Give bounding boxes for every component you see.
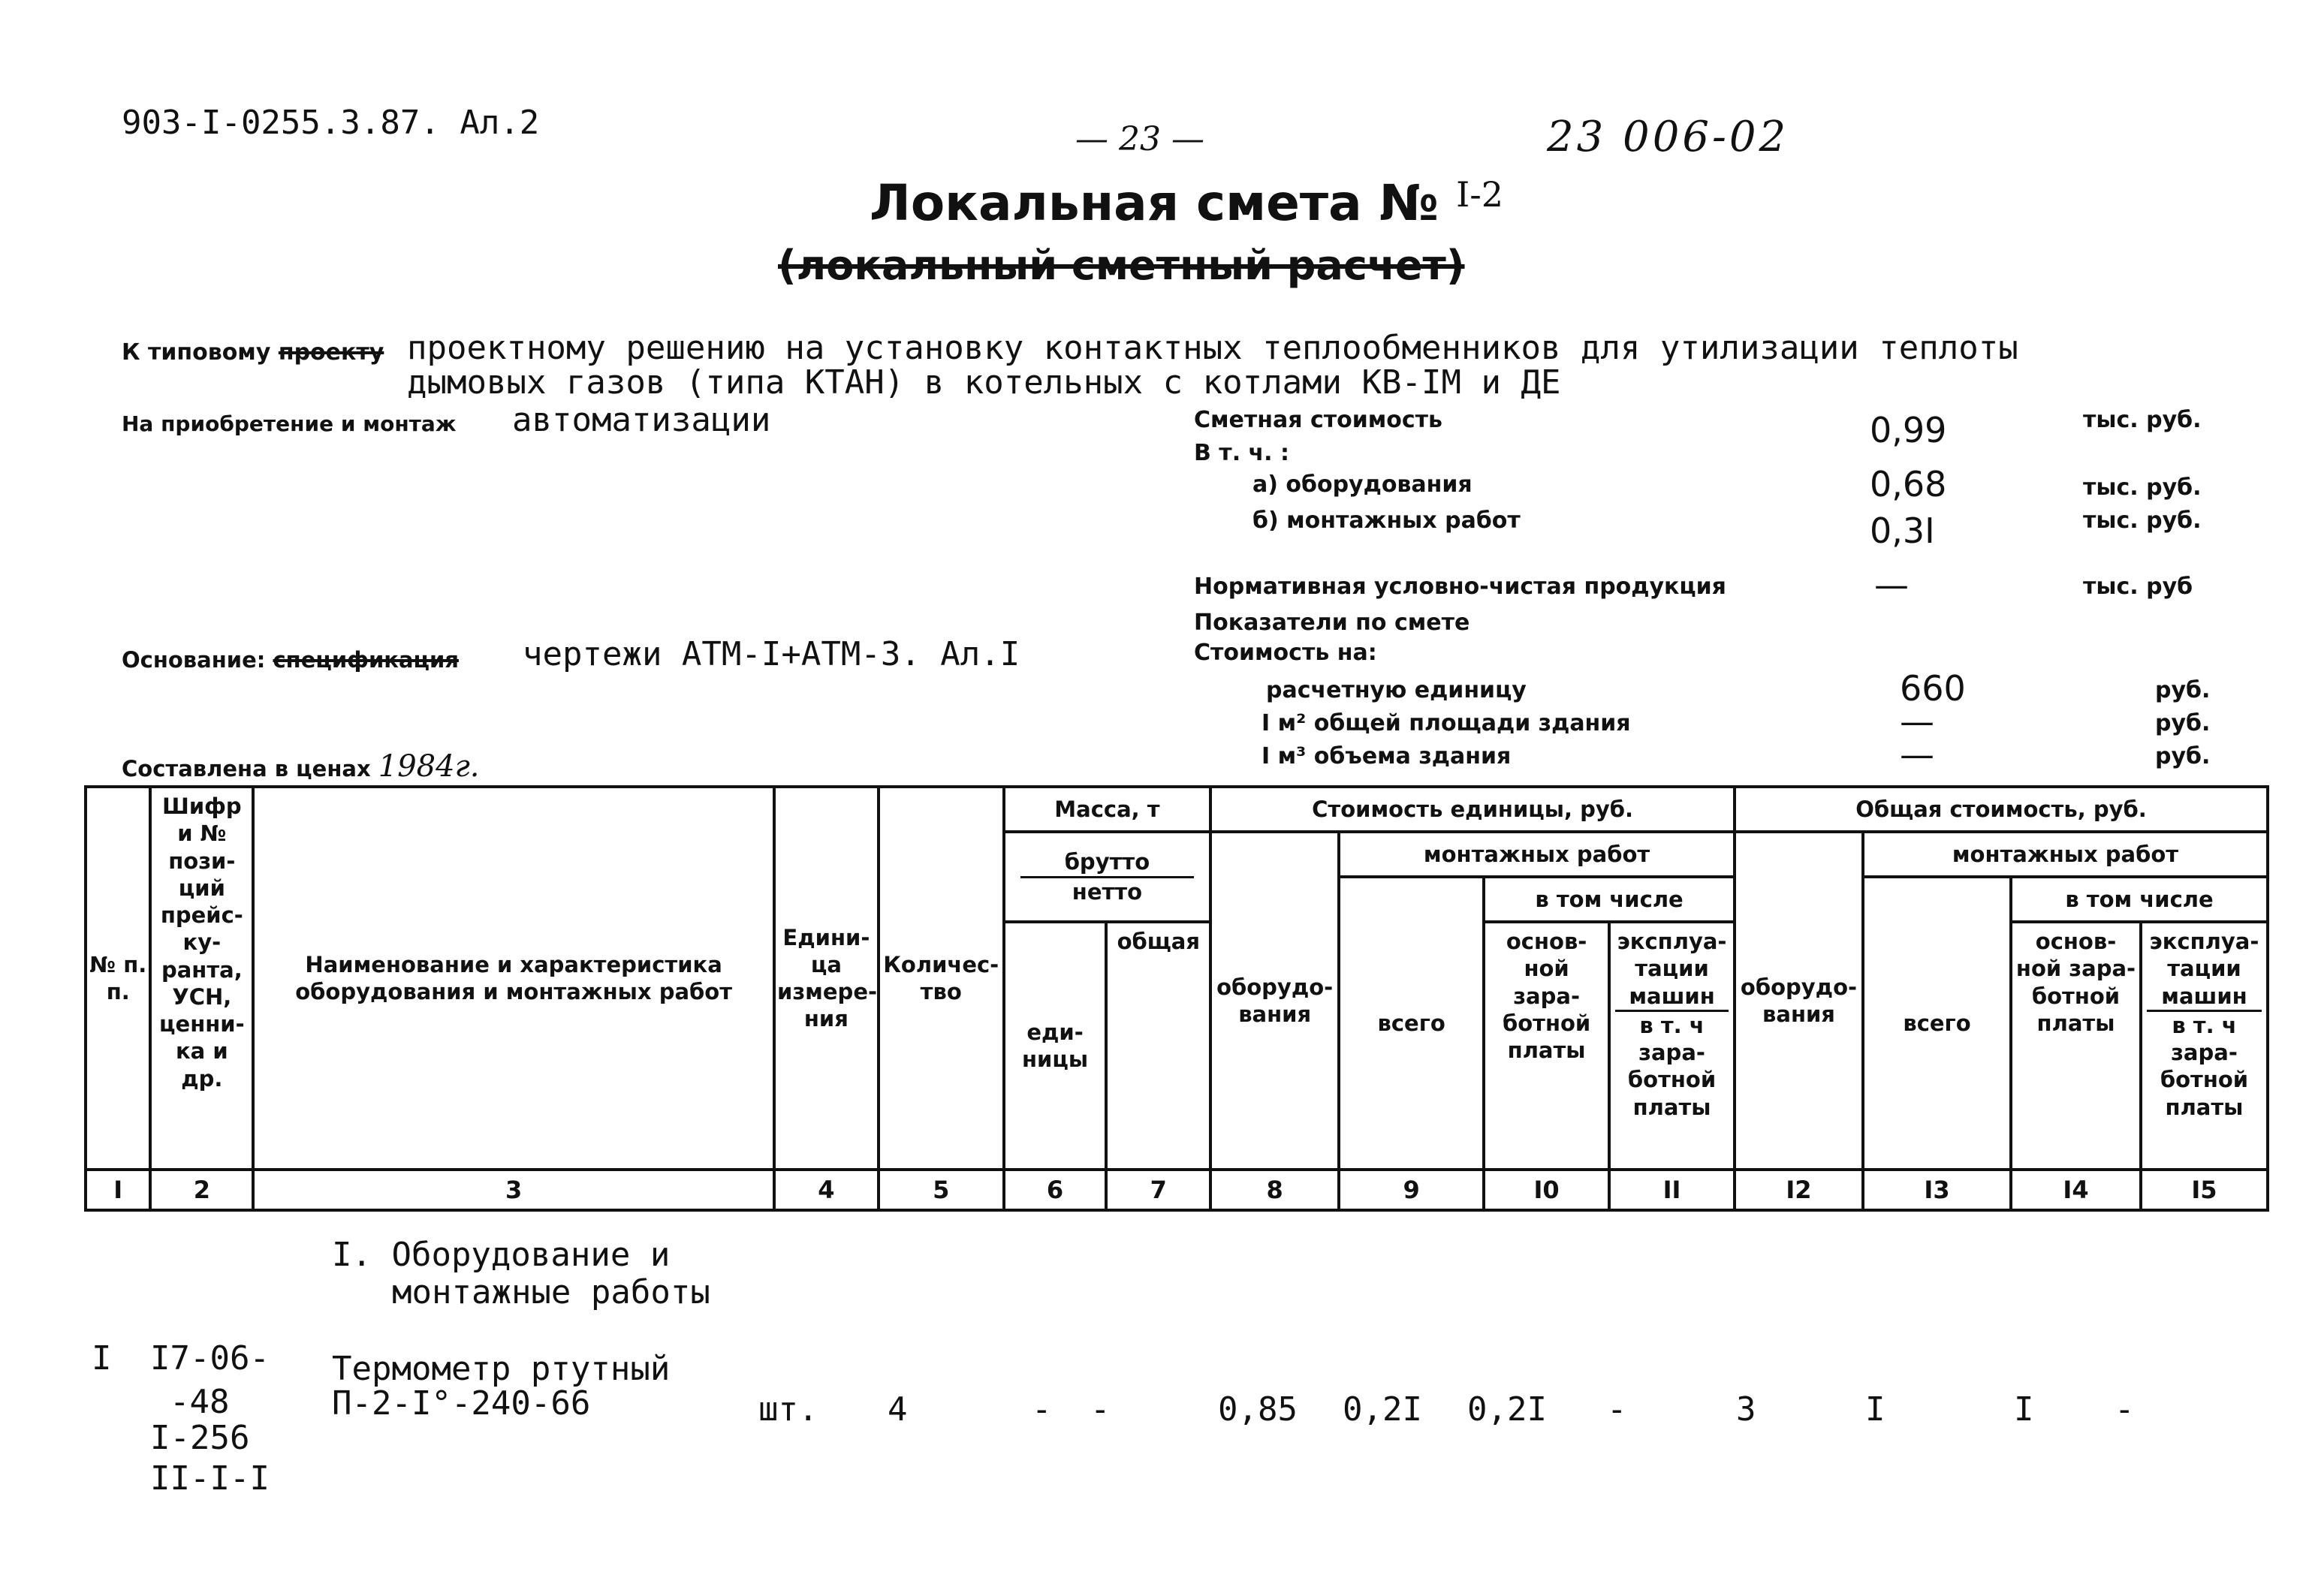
col-unit-wages-header: основ- ной зара- ботной платы — [1484, 922, 1609, 1170]
total-cost-unit: тыс. руб. — [2083, 407, 2202, 433]
project-label-text: К типовому — [122, 339, 271, 366]
title-text: Локальная смета № — [870, 174, 1439, 232]
col-number: 6 — [1004, 1170, 1107, 1210]
row-code-line3: I-256 — [150, 1419, 250, 1457]
cost-on-label: Стоимость на: — [1194, 640, 1377, 666]
col-name-header: Наименование и характеристика оборудования и монтажных работ — [253, 787, 774, 1170]
row-total-machines: - — [2115, 1390, 2135, 1429]
calc-unit-value: 660 — [1900, 668, 1966, 709]
row-mass-unit: - — [1032, 1390, 1052, 1429]
col-mass-total-header: общая — [1106, 922, 1210, 1170]
row-unit-equipment: 0,85 — [1218, 1390, 1298, 1429]
col-number: 2 — [150, 1170, 253, 1210]
col-number: II — [1609, 1170, 1735, 1210]
total-incl-group-header: в том числе — [2011, 877, 2268, 922]
col-number: 5 — [879, 1170, 1004, 1210]
col-number: 7 — [1106, 1170, 1210, 1210]
mass-net: нетто — [1072, 878, 1143, 905]
col-number: 3 — [253, 1170, 774, 1210]
col-total-wages-header: основ- ной зара- ботной платы — [2011, 922, 2141, 1170]
row-code-line2: -48 — [170, 1383, 230, 1421]
col-number: I3 — [1863, 1170, 2011, 1210]
section-heading-line2: монтажные работы — [392, 1273, 710, 1311]
col-unit-install-all-header: всего — [1339, 877, 1484, 1170]
volume-value: — — [1900, 734, 1934, 775]
col-unit-machines-header — [1609, 922, 1735, 1170]
row-mass-total: - — [1090, 1390, 1111, 1429]
volume-label: I м³ объема здания — [1262, 743, 1512, 769]
col-number: I4 — [2011, 1170, 2141, 1210]
unit-cost-group-header: Стоимость единицы, руб. — [1210, 787, 1735, 832]
basis-value: чертежи АТМ-I+АТМ-3. Ал.I — [523, 635, 1020, 673]
equipment-cost-label: а) оборудования — [1252, 471, 1473, 498]
col-total-machines-header — [2141, 922, 2268, 1170]
total-cost-value: 0,99 — [1870, 410, 1947, 450]
page-title — [870, 174, 1503, 232]
title-number: I-2 — [1456, 174, 1504, 215]
prices-label-text: Составлена в ценах — [122, 756, 371, 781]
basis-label — [122, 647, 459, 673]
mass-gross-net-header — [1004, 832, 1211, 922]
calc-unit-unit: руб. — [2155, 677, 2211, 703]
net-product-unit: тыс. руб — [2083, 574, 2193, 600]
project-description-line1: проектному решению на установку контактных теплообменников для утилизации теплоты — [407, 329, 2018, 367]
col-number: 4 — [774, 1170, 879, 1210]
row-name-line1: Термометр ртутный — [332, 1350, 671, 1388]
total-cost-label: Сметная стоимость — [1194, 407, 1443, 433]
area-unit: руб. — [2155, 710, 2211, 736]
row-unit-install-all: 0,2I — [1343, 1390, 1422, 1429]
row-unit: шт. — [758, 1390, 818, 1429]
row-code-line1: I7-06- — [150, 1339, 270, 1378]
archive-code: 23 006-02 — [1547, 113, 1789, 161]
col-number: I — [86, 1170, 150, 1210]
row-code-line4: II-I-I — [150, 1459, 270, 1498]
col-number: 8 — [1210, 1170, 1339, 1210]
volume-unit: руб. — [2155, 743, 2211, 769]
area-value: — — [1900, 701, 1934, 742]
row-qty: 4 — [888, 1390, 908, 1429]
indicators-label: Показатели по смете — [1194, 610, 1470, 636]
section-heading-line1: I. Оборудование и — [332, 1236, 671, 1274]
calc-unit-label: расчетную единицу — [1266, 677, 1527, 703]
page-number: — 23 — — [1075, 120, 1204, 158]
col-unit-header: Едини- ца измере- ния — [774, 787, 879, 1170]
equipment-cost-value: 0,68 — [1870, 464, 1947, 504]
mass-group-header: Масса, т — [1004, 787, 1211, 832]
unit-incl-group-header: в том числе — [1484, 877, 1735, 922]
row-name-line2: П-2-I°-240-66 — [332, 1384, 591, 1423]
prices-year: 1984г. — [378, 749, 480, 784]
unit-machines-text: эксплуа- тации машин — [1615, 928, 1729, 1012]
col-qty-header: Количес- тво — [879, 787, 1004, 1170]
row-total-equipment: 3 — [1736, 1390, 1756, 1429]
install-cost-unit: тыс. руб. — [2083, 507, 2202, 534]
unit-install-group-header: монтажных работ — [1339, 832, 1735, 877]
purpose-label: На приобретение и монтаж — [122, 411, 457, 436]
project-struck: проекту — [278, 339, 384, 366]
net-product-value: — — [1874, 565, 1909, 605]
equipment-cost-unit: тыс. руб. — [2083, 474, 2202, 501]
col-number: 9 — [1339, 1170, 1484, 1210]
col-number: I5 — [2141, 1170, 2268, 1210]
row-total-wages: I — [2014, 1390, 2034, 1429]
area-label: I м² общей площади здания — [1262, 710, 1631, 736]
project-label — [122, 339, 384, 366]
row-unit-wages: 0,2I — [1467, 1390, 1547, 1429]
col-total-equipment-header: оборудо- вания — [1735, 832, 1863, 1170]
document-code: 903-I-0255.3.87. Ал.2 — [122, 104, 540, 142]
install-cost-value: 0,3I — [1870, 510, 1935, 551]
estimate-table — [84, 785, 2269, 1212]
install-cost-label: б) монтажных работ — [1252, 507, 1521, 534]
basis-label-text: Основание: — [122, 647, 266, 673]
basis-struck: спецификация — [273, 647, 459, 673]
total-machines-incl: в т. ч зара- ботной платы — [2160, 1012, 2249, 1120]
col-mass-unit-header: еди- ницы — [1004, 922, 1107, 1170]
unit-machines-incl: в т. ч зара- ботной платы — [1627, 1012, 1717, 1120]
col-number: I0 — [1484, 1170, 1609, 1210]
col-total-install-all-header: всего — [1863, 877, 2011, 1170]
mass-gross: брутто — [1020, 848, 1195, 878]
col-number: I2 — [1735, 1170, 1863, 1210]
purpose-value: автоматизации — [512, 401, 771, 439]
total-cost-group-header: Общая стоимость, руб. — [1735, 787, 2268, 832]
total-machines-text: эксплуа- тации машин — [2147, 928, 2262, 1012]
including-label: В т. ч. : — [1194, 440, 1289, 466]
col-no-header: № п. п. — [86, 787, 150, 1170]
total-install-group-header: монтажных работ — [1863, 832, 2268, 877]
subtitle: (локальный сметный расчет) — [778, 242, 1465, 289]
row-total-install-all: I — [1865, 1390, 1885, 1429]
net-product-label: Нормативная условно-чистая продукция — [1194, 574, 1726, 600]
row-unit-machines: - — [1607, 1390, 1627, 1429]
row-no: I — [92, 1339, 112, 1378]
project-description-line2: дымовых газов (типа КТАН) в котельных с котлами КВ-IМ и ДЕ — [407, 363, 1561, 402]
col-code-header: Шифр и № пози- ций прейс- ку- ранта, УСН, ценни- ка и др. — [150, 787, 253, 1170]
prices-label — [122, 749, 480, 784]
col-unit-equipment-header: оборудо- вания — [1210, 832, 1339, 1170]
